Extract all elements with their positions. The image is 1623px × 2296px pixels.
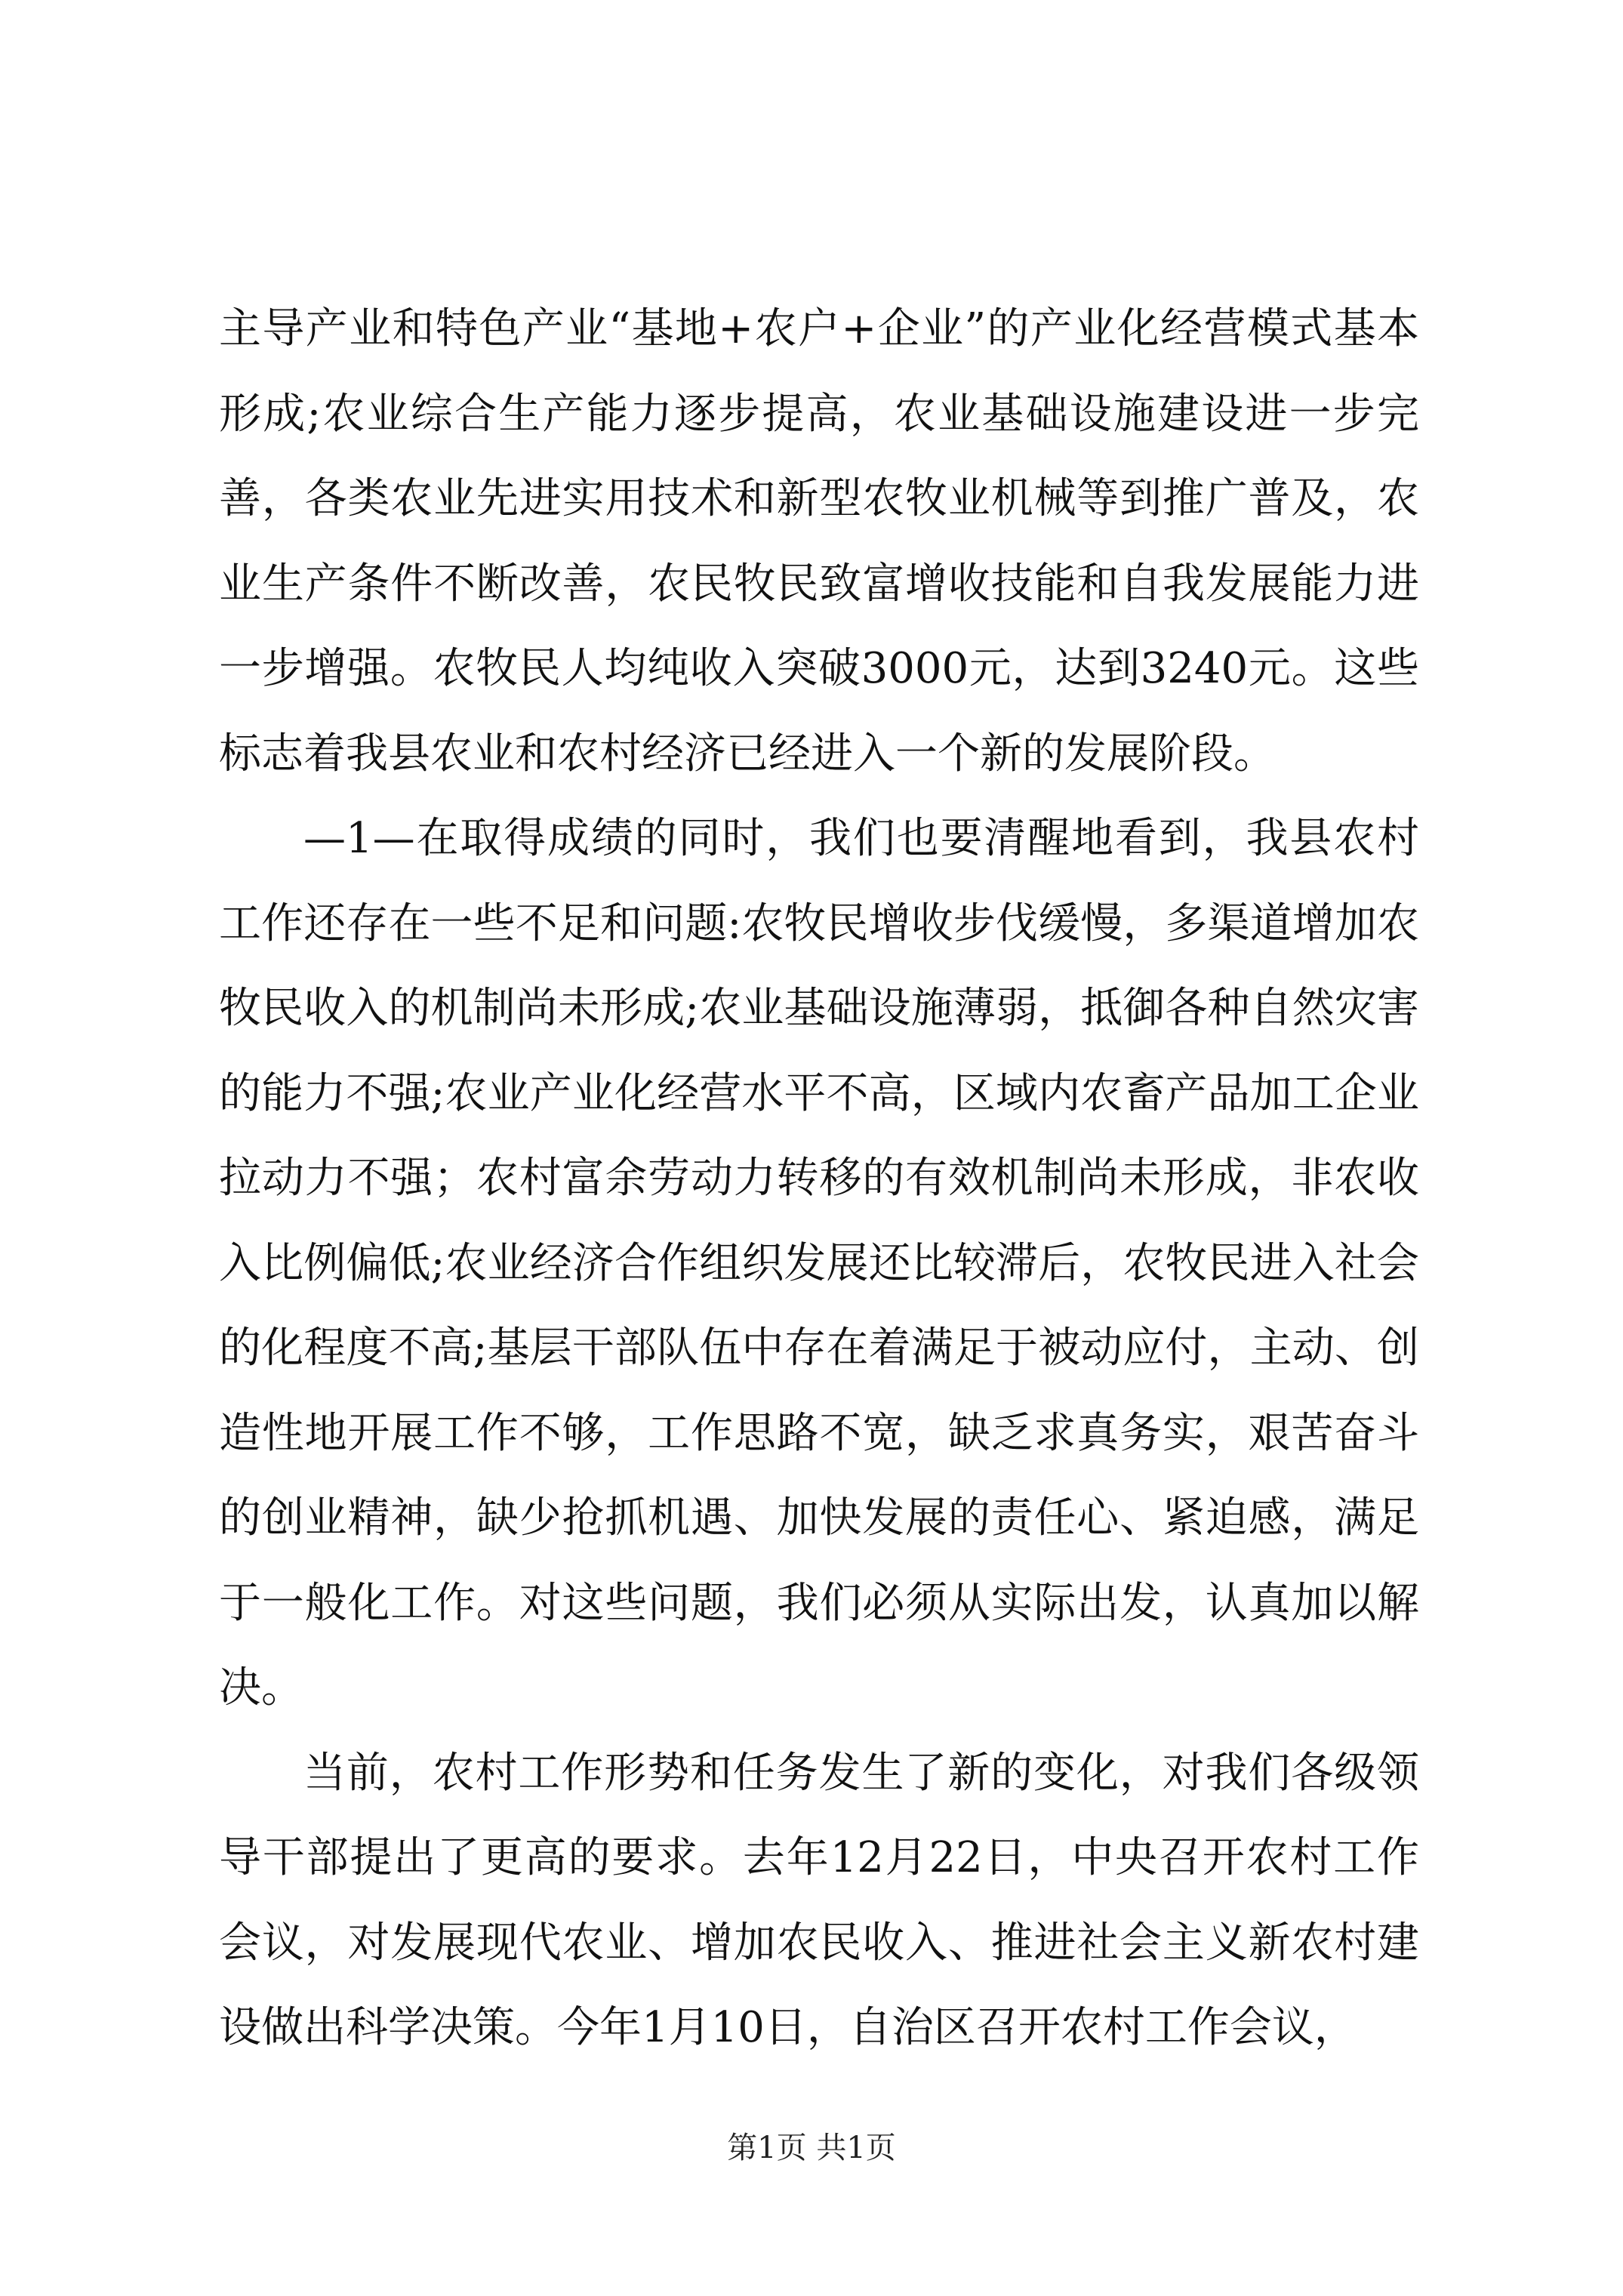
page-footer xyxy=(0,2125,1623,2171)
body-text xyxy=(219,287,1419,2071)
page-number-label: 第1页 共1页 xyxy=(727,2131,896,2165)
paragraph-3: 当前，农村工作形势和任务发生了新的变化，对我们各级领导干部提出了更高的要求。去年12月22日，中央召开农村工作会议，对发展现代农业、增加农民收入、推进社会主义新农村建设做出科学决策。今年1月10日，自治区召开农村工作会议， xyxy=(219,1748,1419,2052)
paragraph-2: —1—在取得成绩的同时，我们也要清醒地看到，我县农村工作还存在一些不足和问题:农牧民增收步伐缓慢，多渠道增加农牧民收入的机制尚未形成;农业基础设施薄弱，抵御各种自然灾害的能力不强;农业产业化经营水平不高，区域内农畜产品加工企业拉动力不强；农村富余劳动力转移的有效机制尚未形成，非农收入比例偏低;农业经济合作组织发展还比较滞后，农牧民进入社会的化程度不高;基层干部队伍中存在着满足于被动应付，主动、创造性地开展工作不够，工作思路不宽，缺乏求真务实，艰苦奋斗的创业精神，缺少抢抓机遇、加快发展的责任心、紧迫感，满足于一般化工作。对这些问题，我们必须从实际出发，认真加以解决。 xyxy=(219,814,1419,1712)
paragraph-1: 主导产业和特色产业“基地+农户+企业”的产业化经营模式基本形成;农业综合生产能力逐步提高，农业基础设施建设进一步完善，各类农业先进实用技术和新型农牧业机械等到推广普及，农业生产条件不断改善，农民牧民致富增收技能和自我发展能力进一步增强。农牧民人均纯收入突破3000元，达到3240元。这些标志着我县农业和农村经济已经进入一个新的发展阶段。 xyxy=(219,304,1419,778)
